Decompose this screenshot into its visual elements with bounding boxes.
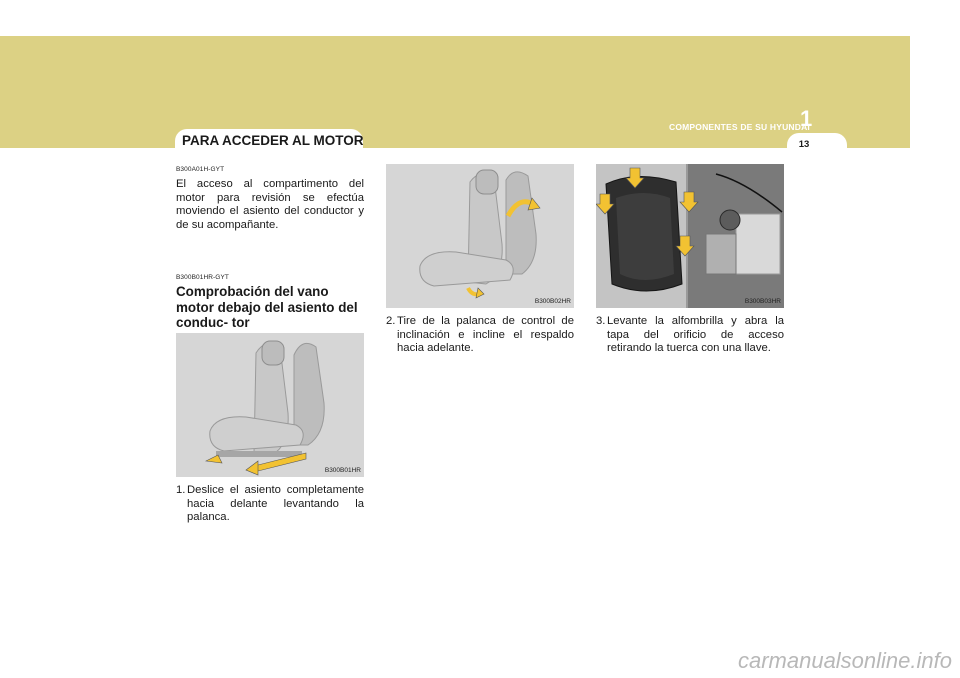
step-number: 1. [176,484,186,496]
step-text: Tire de la palanca de control de inclinación e incline el respaldo hacia adelante. [397,315,574,354]
figure-seat-recline [386,164,574,308]
figure-access-cover [596,164,784,308]
access-cover-illustration [596,164,784,308]
step-text: Deslice el asiento completamente hacia delante levantando la palanca. [187,484,364,523]
intro-code: B300A01H-GYT [176,166,225,173]
page-number: 13 [798,139,810,150]
subsection-code: B300B01HR-GYT [176,274,229,281]
figure-code: B300B03HR [744,298,781,305]
section-title: PARA ACCEDER AL MOTOR [182,133,364,148]
chapter-number: 1 [800,106,813,131]
figure-code: B300B02HR [534,298,571,305]
step-1 [176,484,364,525]
chapter-label: COMPONENTES DE SU HYUNDAI [668,122,810,132]
subsection-heading: Comprobación del vano motor debajo del asiento del conduc- tor [176,284,358,330]
step-number: 3. [596,315,606,327]
seat-recline-illustration [386,164,574,308]
step-2 [386,315,574,356]
figure-code: B300B01HR [324,467,361,474]
step-number: 2. [386,315,396,327]
intro-paragraph: El acceso al compartimento del motor para revisión se efectúa moviendo el asiento del conductor y de su acompañante. [176,178,364,231]
watermark: carmanualsonline.info [737,648,952,673]
step-text: Levante la alfombrilla y abra la tapa del orificio de acceso retirando la tuerca con una llave. [607,315,784,354]
figure-seat-slide [176,333,364,477]
seat-slide-illustration [176,333,364,477]
step-3 [596,315,784,356]
